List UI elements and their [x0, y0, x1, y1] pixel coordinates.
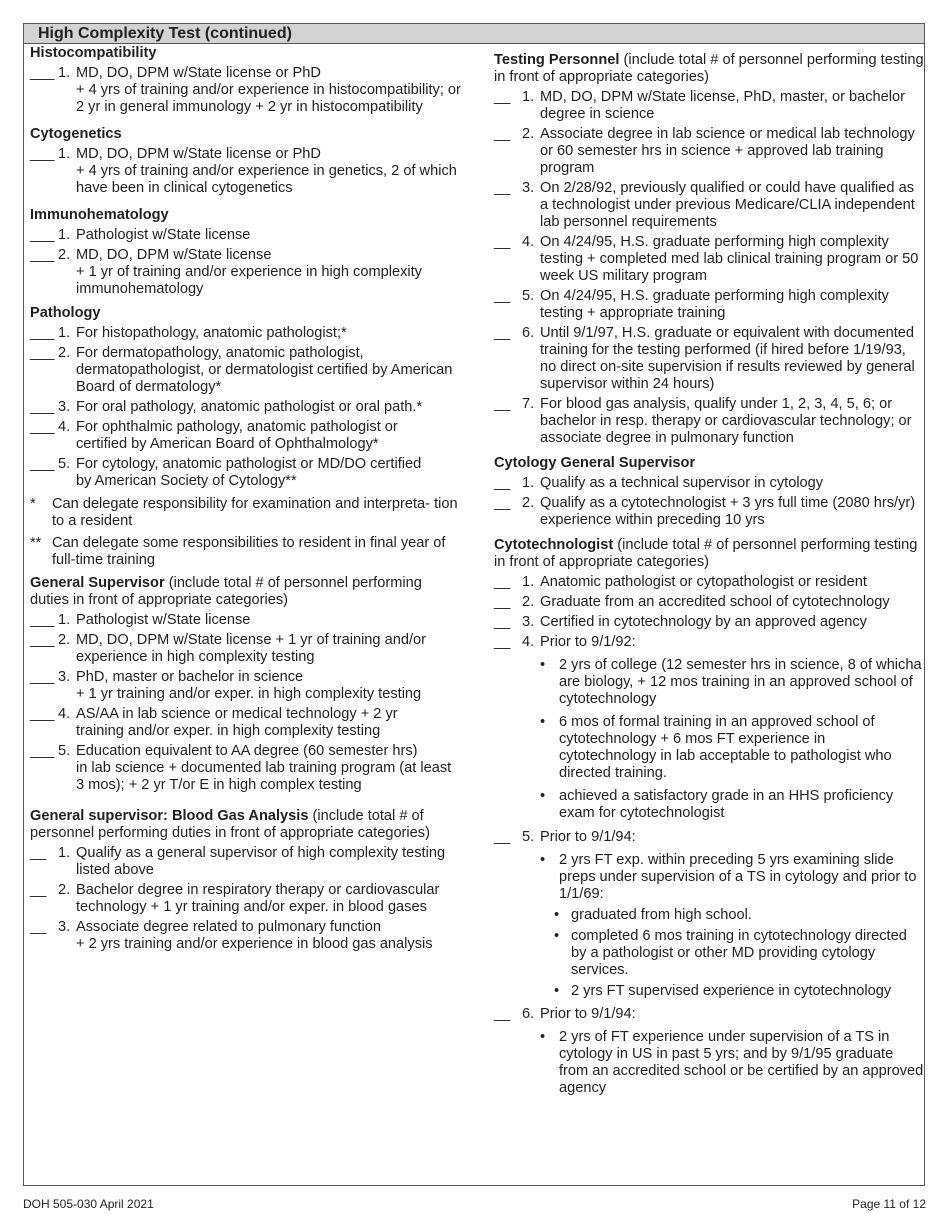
item-text: Certified in cytotechnology by an approved agency: [540, 614, 867, 630]
item-number: 1.: [58, 146, 71, 162]
item-number: 4.: [58, 706, 71, 722]
item-continuation: by American Society of Cytology**: [76, 473, 297, 489]
item-continuation: in lab science + documented lab training program (at least 3 mos); + 2 yr T/or E in high complex testing: [76, 760, 452, 793]
bullet-dot: •: [540, 852, 546, 868]
item-continuation: dermatopathologist, or dermatologist certified by American Board of dermatology*: [76, 362, 453, 395]
bullet-dot: •: [540, 788, 546, 804]
item-text: For oral pathology, anatomic pathologist or oral path.*: [76, 399, 423, 415]
item-number: 1.: [58, 845, 71, 861]
item-text: Qualify as a general supervisor of high complexity testing listed above: [76, 845, 446, 878]
bullet-item: [494, 657, 924, 708]
cytology-general-supervisor-list: [494, 475, 924, 529]
answer-blank[interactable]: __: [494, 325, 511, 341]
bullet-item: [494, 852, 924, 903]
list-item: [494, 180, 924, 231]
answer-blank[interactable]: ___: [30, 669, 55, 685]
item-text: Pathologist w/State license: [76, 612, 251, 628]
list-item: [30, 669, 462, 703]
bullet-text: completed 6 mos training in cytotechnology directed by a pathologist or other MD providing cytology services.: [571, 928, 907, 978]
item-text: Education equivalent to AA degree (60 semester hrs): [76, 743, 418, 759]
list-item: [30, 227, 462, 244]
list-item: [494, 288, 924, 322]
item-text: Qualify as a cytotechnologist + 3 yrs full time (2080 hrs/yr) experience within preceding 10 yrs: [540, 495, 916, 528]
bullet-text: graduated from high school.: [571, 907, 752, 923]
immunohematology-list: [30, 227, 462, 298]
item-number: 1.: [522, 475, 535, 491]
blood-gas-intro-text: (include total # of personnel performing duties in front of appropriate categories): [30, 808, 430, 841]
item-number: 3.: [522, 180, 535, 196]
item-text: Prior to 9/1/94:: [540, 1006, 636, 1022]
item-text: On 4/24/95, H.S. graduate performing high complexity testing + completed med lab clinical training program or 50 week US military program: [540, 234, 919, 284]
item-text: Anatomic pathologist or cytopathologist or resident: [540, 574, 867, 590]
list-item: [30, 706, 462, 740]
testing-personnel-intro-text: (include total # of personnel performing testing in front of appropriate categories): [494, 52, 924, 85]
list-item: [494, 126, 924, 177]
answer-blank[interactable]: ___: [30, 632, 55, 648]
item-text: PhD, master or bachelor in science: [76, 669, 304, 685]
bullet-text: 2 yrs FT exp. within preceding 5 yrs examining slide preps under supervision of a TS in cytology and prior to 1/1/69:: [559, 852, 917, 902]
immunohematology-heading: Immunohematology: [30, 207, 169, 223]
right-column: [494, 52, 924, 1097]
pathology-heading: Pathology: [30, 305, 101, 321]
answer-blank[interactable]: ___: [30, 612, 55, 628]
item-number: 2.: [522, 594, 535, 610]
item-text: Prior to 9/1/92:: [540, 634, 636, 650]
bullet-item: [494, 928, 924, 979]
list-item: [30, 743, 462, 794]
pathology-list: [30, 325, 462, 490]
list-item: [30, 65, 462, 116]
list-item: [30, 146, 462, 197]
general-supervisor-intro: [30, 575, 462, 609]
list-item: [30, 419, 462, 453]
testing-personnel-intro: [494, 52, 924, 86]
bullet-text: 2 yrs of FT experience under supervision of a TS in cytology in US in past 5 yrs; and by 9/1/95 graduate from an accredited school or be certified by an approved agency: [559, 1029, 924, 1096]
item-number: 2.: [58, 882, 71, 898]
bullet-text: 2 yrs FT supervised experience in cytotechnology: [571, 983, 892, 999]
answer-blank[interactable]: ___: [30, 706, 55, 722]
item-continuation: certified by American Board of Ophthalmology*: [76, 436, 379, 452]
item-text: Associate degree in lab science or medical lab technology or 60 semester hrs in science + approved lab training program: [540, 126, 915, 176]
list-item: [30, 247, 462, 298]
answer-blank[interactable]: __: [494, 829, 511, 845]
item-number: 1.: [58, 612, 71, 628]
item-number: 4.: [58, 419, 71, 435]
bullet-dot: •: [540, 714, 546, 730]
item-text: Graduate from an accredited school of cytotechnology: [540, 594, 890, 610]
cytotechnologist-item-6: [494, 1006, 924, 1023]
section-header: [23, 23, 925, 44]
cytotechnologist-heading: Cytotechnologist: [494, 537, 614, 553]
cytogenetics-list: [30, 146, 462, 197]
list-item: [30, 399, 462, 416]
blood-gas-intro: [30, 808, 462, 842]
item-number: 3.: [522, 614, 535, 630]
blood-gas-heading: General supervisor: Blood Gas Analysis: [30, 808, 309, 824]
answer-blank[interactable]: ___: [30, 146, 55, 162]
item-text: MD, DO, DPM w/State license or PhD: [76, 65, 321, 81]
bullet-text: 2 yrs of college (12 semester hrs in science, 8 of whicha are biology, + 12 mos training in an approved school of cytotechnology: [559, 657, 922, 707]
item-continuation: training and/or exper. in high complexity testing: [76, 723, 381, 739]
answer-blank[interactable]: __: [494, 396, 511, 412]
footnote: [30, 496, 462, 530]
item-number: 5.: [58, 456, 71, 472]
item-text: Qualify as a technical supervisor in cytology: [540, 475, 824, 491]
footnote-text: Can delegate responsibility for examination and interpreta- tion to a resident: [52, 496, 458, 529]
header-title: High Complexity Test (continued): [38, 25, 292, 42]
answer-blank[interactable]: __: [494, 288, 511, 304]
item-text: On 2/28/92, previously qualified or could have qualified as a technologist under previous Medicare/CLIA independent lab personnel requirements: [540, 180, 915, 230]
item-number: 2.: [58, 345, 71, 361]
answer-blank[interactable]: __: [494, 634, 511, 650]
item-continuation: + 1 yr of training and/or experience in high complexity immunohematology: [76, 264, 422, 297]
item-number: 2.: [522, 126, 535, 142]
list-item: [494, 396, 924, 447]
list-item: [494, 594, 924, 611]
bullet-dot: •: [554, 983, 560, 999]
answer-blank[interactable]: ___: [30, 456, 55, 472]
item-text: MD, DO, DPM w/State license, PhD, master, or bachelor degree in science: [540, 89, 905, 122]
cytotechnologist-item-5: [494, 829, 924, 846]
answer-blank[interactable]: __: [494, 126, 511, 142]
pathology-notes: [30, 496, 462, 569]
cytotechnologist-intro: [494, 537, 924, 571]
answer-blank[interactable]: ___: [30, 247, 55, 263]
footnote: [30, 535, 462, 569]
list-item: [30, 845, 462, 879]
item-number: 7.: [522, 396, 535, 412]
answer-blank[interactable]: __: [30, 845, 47, 861]
answer-blank[interactable]: __: [494, 475, 511, 491]
cytotechnologist-item4-bullets: [494, 657, 924, 822]
list-item: [30, 456, 462, 490]
item-continuation: experience in high complexity testing: [76, 649, 315, 665]
cytotechnologist-intro-text: (include total # of personnel performing testing in front of appropriate categories): [494, 537, 918, 570]
item-number: 5.: [522, 829, 535, 845]
answer-blank[interactable]: __: [494, 594, 511, 610]
item-number: 3.: [58, 399, 71, 415]
blood-gas-list: [30, 845, 462, 953]
list-item: [30, 325, 462, 342]
general-supervisor-heading: General Supervisor: [30, 575, 165, 591]
item-continuation: + 4 yrs of training and/or experience in genetics, 2 of which have been in clinical cytogenetics: [76, 163, 457, 196]
bullet-item: [494, 788, 924, 822]
answer-blank[interactable]: ___: [30, 743, 55, 759]
answer-blank[interactable]: ___: [30, 399, 55, 415]
bullet-dot: •: [540, 1029, 546, 1045]
item-text: For ophthalmic pathology, anatomic pathologist or: [76, 419, 398, 435]
item-text: For cytology, anatomic pathologist or MD/DO certified: [76, 456, 422, 472]
item-number: 1.: [522, 89, 535, 105]
item-text: MD, DO, DPM w/State license or PhD: [76, 146, 321, 162]
histocompatibility-heading: Histocompatibility: [30, 45, 157, 61]
item-continuation: + 1 yr training and/or exper. in high complexity testing: [76, 686, 422, 702]
bullet-dot: •: [554, 907, 560, 923]
answer-blank[interactable]: ___: [30, 325, 55, 341]
answer-blank[interactable]: ___: [30, 345, 55, 361]
list-item: [494, 234, 924, 285]
item-text: AS/AA in lab science or medical technology + 2 yr: [76, 706, 398, 722]
answer-blank[interactable]: __: [30, 919, 47, 935]
answer-blank[interactable]: __: [494, 614, 511, 630]
bullet-dot: •: [540, 657, 546, 673]
item-number: 3.: [58, 919, 71, 935]
cytogenetics-heading: Cytogenetics: [30, 126, 122, 142]
form-number: DOH 505-030 April 2021: [23, 1197, 154, 1211]
list-item: [494, 325, 924, 393]
item-text: For histopathology, anatomic pathologist;*: [76, 325, 347, 341]
answer-blank[interactable]: ___: [30, 227, 55, 243]
item-text: Associate degree related to pulmonary function: [76, 919, 382, 935]
answer-blank[interactable]: __: [30, 882, 47, 898]
left-column: [30, 45, 462, 953]
bullet-text: 6 mos of formal training in an approved school of cytotechnology + 6 mos FT experience in cytotechnology in lab acceptable to pathologist who directed training.: [559, 714, 892, 781]
item-number: 4.: [522, 234, 535, 250]
item-number: 1.: [58, 227, 71, 243]
bullet-dot: •: [554, 928, 560, 944]
item-text: For blood gas analysis, qualify under 1, 2, 3, 4, 5, 6; or bachelor in resp. therapy or cardiovascular technology; or associate degree in pulmonary function: [540, 396, 912, 446]
list-item: [30, 345, 462, 396]
bullet-item: [494, 714, 924, 782]
list-item: [494, 475, 924, 492]
answer-blank[interactable]: ___: [30, 65, 55, 81]
item-number: 2.: [522, 495, 535, 511]
answer-blank[interactable]: __: [494, 495, 511, 511]
list-item: [494, 574, 924, 591]
histocompatibility-list: [30, 65, 462, 116]
item-text: For dermatopathology, anatomic pathologist,: [76, 345, 364, 361]
item-continuation: + 4 yrs of training and/or experience in histocompatibility; or 2 yr in general immunology + 2 yr in histocompatibility: [76, 82, 461, 115]
item-number: 1.: [58, 65, 71, 81]
testing-personnel-list: [494, 89, 924, 447]
cytology-general-supervisor-heading: Cytology General Supervisor: [494, 455, 696, 471]
item-number: 5.: [58, 743, 71, 759]
list-item: [494, 495, 924, 529]
item-number: 5.: [522, 288, 535, 304]
cytotechnologist-list: [494, 574, 924, 651]
list-item: [30, 612, 462, 629]
list-item: [494, 614, 924, 631]
list-item: [30, 919, 462, 953]
item-number: 3.: [58, 669, 71, 685]
item-number: 4.: [522, 634, 535, 650]
answer-blank[interactable]: __: [494, 89, 511, 105]
item-number: 1.: [522, 574, 535, 590]
item-number: 6.: [522, 325, 535, 341]
answer-blank[interactable]: __: [494, 574, 511, 590]
bullet-item: [494, 907, 924, 924]
answer-blank[interactable]: ___: [30, 419, 55, 435]
footnote-mark: *: [30, 496, 36, 512]
answer-blank[interactable]: __: [494, 180, 511, 196]
item-text: MD, DO, DPM w/State license + 1 yr of training and/or: [76, 632, 426, 648]
item-text: Pathologist w/State license: [76, 227, 251, 243]
item-number: 1.: [58, 325, 71, 341]
item-text: Bachelor degree in respiratory therapy or cardiovascular technology + 1 yr training and/or exper. in blood gases: [76, 882, 440, 915]
item-number: 2.: [58, 247, 71, 263]
footnote-text: Can delegate some responsibilities to resident in final year of full-time training: [52, 535, 446, 568]
item-text: MD, DO, DPM w/State license: [76, 247, 272, 263]
answer-blank[interactable]: __: [494, 234, 511, 250]
item-number: 2.: [58, 632, 71, 648]
item-text: Prior to 9/1/94:: [540, 829, 636, 845]
footnote-mark: **: [30, 535, 42, 551]
general-supervisor-list: [30, 612, 462, 794]
item-text: Until 9/1/97, H.S. graduate or equivalent with documented training for the testing performed (if hired before 1/19/93, no direct on-site supervision if results reviewed by general supervisor within 24 hours): [540, 325, 915, 392]
list-item: [494, 89, 924, 123]
list-item: [30, 882, 462, 916]
answer-blank[interactable]: __: [494, 1006, 511, 1022]
bullet-item: [494, 983, 924, 1000]
testing-personnel-heading: Testing Personnel: [494, 52, 620, 68]
bullet-item: [494, 1029, 924, 1097]
list-item: [494, 634, 924, 651]
list-item: [30, 632, 462, 666]
item-continuation: + 2 yrs training and/or experience in blood gas analysis: [76, 936, 433, 952]
general-supervisor-intro-text: (include total # of personnel performing duties in front of appropriate categories): [30, 575, 422, 608]
bullet-text: achieved a satisfactory grade in an HHS proficiency exam for cytotechnologist: [559, 788, 894, 821]
item-number: 6.: [522, 1006, 535, 1022]
item-text: On 4/24/95, H.S. graduate performing high complexity testing + appropriate training: [540, 288, 889, 321]
page-number: Page 11 of 12: [852, 1197, 926, 1211]
cytotechnologist-item5-subbullets: [494, 907, 924, 1000]
